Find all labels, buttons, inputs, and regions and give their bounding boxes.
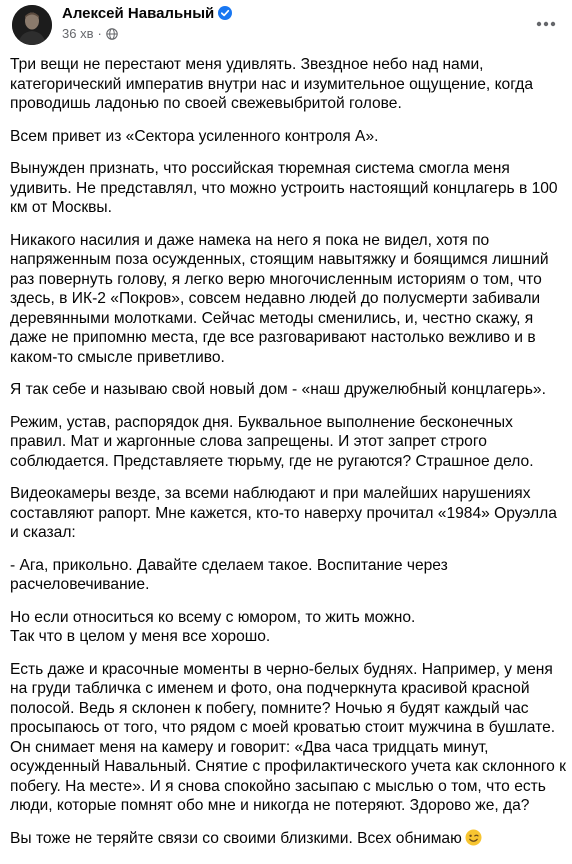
post-paragraph: Видеокамеры везде, за всеми наблюдают и при малейших нарушениях составляют рапорт. Мне кажется, кто-то наверху прочитал «1984» Оруэлла и сказал:	[10, 485, 557, 541]
globe-icon[interactable]	[106, 28, 118, 44]
post-closing-text: Вы тоже не теряйте связи со своими близкими. Всех обнимаю	[10, 829, 462, 847]
author-name-link[interactable]	[62, 5, 232, 25]
post-closing-paragraph	[10, 829, 566, 852]
post-paragraph: Три вещи не перестают меня удивлять. Звездное небо над нами, категорический императив внутри нас и изумительное ощущение, когда проводишь ладонью по своей свежевыбритой голове.	[10, 56, 533, 112]
author-name[interactable]: Алексей Навальный	[62, 5, 215, 22]
post-paragraph: Я так себе и называю свой новый дом - «наш дружелюбный концлагерь».	[10, 381, 546, 398]
post-timestamp[interactable]: 36 хв	[62, 26, 94, 41]
verified-badge-icon	[218, 6, 232, 25]
post-meta	[62, 26, 118, 44]
post-paragraph: Никакого насилия и даже намека на него я пока не видел, хотя по напряженным поза осужденных, стоящим навытяжку и боящимся лишний раз повернуть голову, я легко верю многочисленным историям о том, что здесь, в ИК-2 «Покров», совсем недавно людей до полусмерти забивали деревянными молотками. Сейчас методы сменились, и, честно скажу, я даже не припомню места, где все разговаривают настолько вежливо и в каком-то смысле приветливо.	[10, 231, 549, 366]
winking-face-icon	[465, 829, 482, 852]
post-paragraph: Режим, устав, распорядок дня. Буквальное выполнение бесконечных правил. Мат и жаргонные слова запрещены. И этот запрет строго соблюдается. Представляете тюрьму, где не ругаются? Страшное дело.	[10, 413, 534, 470]
post-paragraph: Но если относиться ко всему с юмором, то жить можно. Так что в целом у меня все хорошо.	[10, 608, 416, 645]
post-body	[10, 55, 566, 864]
post-paragraph: Вынужден признать, что российская тюремная система смогла меня удивить. Не представлял, что можно устроить настоящий концлагерь в 100 км от Москвы.	[10, 160, 558, 216]
avatar[interactable]	[12, 5, 52, 45]
post-paragraph: Есть даже и красочные моменты в черно-белых буднях. Например, у меня на груди табличка с именем и фото, она подчеркнута красивой красной полосой. Ведь я склонен к побегу, помните? Ночью я будят каждый час просыпаюсь от того, что рядом с моей кроватью стоит мужчина в бушлате. Он снимает меня на камеру и говорит: «Два часа тридцать минут, осужденный Навальный. Снятие с профилактического учета как склонного к побегу. На месте». И я снова спокойно засыпаю с мыслью о том, что есть люди, которые помнят обо мне и никогда не потеряют. Здорово же, да?	[10, 660, 566, 814]
post-paragraph: Всем привет из «Сектора усиленного контроля А».	[10, 127, 379, 145]
more-options-icon[interactable]	[534, 12, 558, 36]
post-paragraph: - Ага, прикольно. Давайте сделаем такое. Воспитание через расчеловечивание.	[10, 556, 448, 593]
post-header	[0, 0, 572, 48]
meta-separator: ·	[97, 26, 102, 41]
